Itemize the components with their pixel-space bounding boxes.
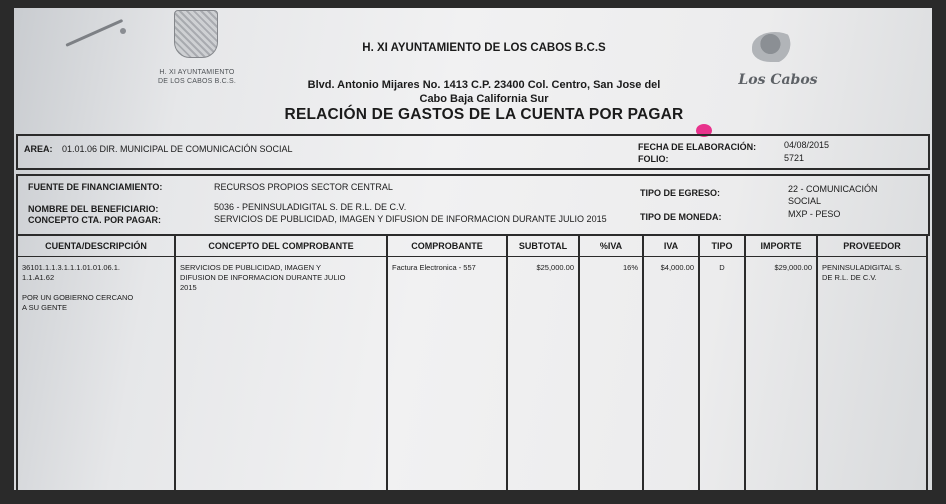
concepto-label: CONCEPTO CTA. POR PAGAR: bbox=[28, 215, 162, 225]
expense-table bbox=[16, 234, 928, 490]
concepto-line-2: DIFUSION DE INFORMACION DURANTE JULIO bbox=[180, 273, 346, 282]
col-header-comprobante: COMPROBANTE bbox=[387, 235, 507, 257]
pin-icon bbox=[65, 19, 123, 47]
logo-mark-icon bbox=[752, 32, 798, 62]
proveedor-line-2: DE R.L. DE C.V. bbox=[822, 273, 877, 282]
tipo-egreso-label: TIPO DE EGRESO: bbox=[640, 188, 721, 198]
table-row bbox=[17, 257, 927, 491]
area-label: AREA: bbox=[24, 144, 53, 154]
cuenta-line-1: 36101.1.1.3.1.1.1.01.01.06.1. bbox=[22, 263, 121, 272]
cell-proveedor bbox=[817, 257, 927, 491]
address bbox=[274, 78, 694, 106]
col-header-subtotal: SUBTOTAL bbox=[507, 235, 579, 257]
pin-head-icon bbox=[120, 28, 126, 34]
tipo-egreso-value-1: 22 - COMUNICACIÓN bbox=[788, 184, 878, 194]
area-value: 01.01.06 DIR. MUNICIPAL DE COMUNICACIÓN SOCIAL bbox=[62, 144, 293, 154]
cell-iva: $4,000.00 bbox=[643, 257, 699, 491]
col-header-concepto: CONCEPTO DEL COMPROBANTE bbox=[175, 235, 387, 257]
cell-pct-iva: 16% bbox=[579, 257, 643, 491]
tipo-moneda-label: TIPO DE MONEDA: bbox=[640, 212, 722, 222]
fuente-value: RECURSOS PROPIOS SECTOR CENTRAL bbox=[214, 182, 393, 192]
cell-cuenta bbox=[17, 257, 175, 491]
col-header-cuenta: CUENTA/DESCRIPCIÓN bbox=[17, 235, 175, 257]
col-header-iva: IVA bbox=[643, 235, 699, 257]
address-line-1: Blvd. Antonio Mijares No. 1413 C.P. 23400 Col. Centro, San Jose del bbox=[307, 79, 661, 91]
folio-value: 5721 bbox=[784, 153, 805, 163]
tipo-moneda-value: MXP - PESO bbox=[788, 209, 841, 219]
cuenta-line-2: 1.1.A1.62 bbox=[22, 273, 55, 282]
cuenta-desc-line-1: POR UN GOBIERNO CERCANO bbox=[22, 293, 134, 302]
cell-comprobante: Factura Electronica - 557 bbox=[387, 257, 507, 491]
cuenta-desc-line-2: A SU GENTE bbox=[22, 303, 68, 312]
document-title: RELACIÓN DE GASTOS DE LA CUENTA POR PAGAR bbox=[284, 106, 684, 123]
concepto-line-3: 2015 bbox=[180, 283, 197, 292]
municipal-seal-icon bbox=[174, 10, 218, 58]
cell-importe: $29,000.00 bbox=[745, 257, 817, 491]
concepto-line-1: SERVICIOS DE PUBLICIDAD, IMAGEN Y bbox=[180, 263, 322, 272]
proveedor-line-1: PENINSULADIGITAL S. bbox=[822, 263, 903, 272]
financing-section bbox=[16, 174, 930, 236]
concepto-value: SERVICIOS DE PUBLICIDAD, IMAGEN Y DIFUSION DE INFORMACION DURANTE JULIO 2015 bbox=[214, 214, 607, 224]
beneficiario-label: NOMBRE DEL BENEFICIARIO: bbox=[28, 204, 159, 214]
cell-concepto bbox=[175, 257, 387, 491]
col-header-proveedor: PROVEEDOR bbox=[817, 235, 927, 257]
area-section bbox=[16, 134, 930, 170]
folio-label: FOLIO: bbox=[638, 154, 669, 164]
table-header-row bbox=[17, 235, 927, 257]
beneficiario-value: 5036 - PENINSULADIGITAL S. DE R.L. DE C.V. bbox=[214, 202, 407, 212]
document-heading: H. XI AYUNTAMIENTO DE LOS CABOS B.C.S bbox=[362, 42, 606, 54]
col-header-importe: IMPORTE bbox=[745, 235, 817, 257]
col-header-tipo: TIPO bbox=[699, 235, 745, 257]
col-header-pct-iva: %IVA bbox=[579, 235, 643, 257]
los-cabos-logo bbox=[730, 28, 820, 98]
document-page bbox=[14, 8, 932, 490]
address-line-2: Cabo Baja California Sur bbox=[419, 93, 549, 105]
tipo-egreso-value-2: SOCIAL bbox=[788, 196, 822, 206]
fecha-label: FECHA DE ELABORACIÓN: bbox=[638, 142, 757, 152]
seal-caption: H. XI AYUNTAMIENTO DE LOS CABOS B.C.S. bbox=[157, 69, 237, 85]
logo-text: Los Cabos bbox=[738, 72, 818, 88]
cell-subtotal: $25,000.00 bbox=[507, 257, 579, 491]
fecha-value: 04/08/2015 bbox=[784, 140, 830, 150]
cell-tipo: D bbox=[699, 257, 745, 491]
fuente-label: FUENTE DE FINANCIAMIENTO: bbox=[28, 182, 163, 192]
